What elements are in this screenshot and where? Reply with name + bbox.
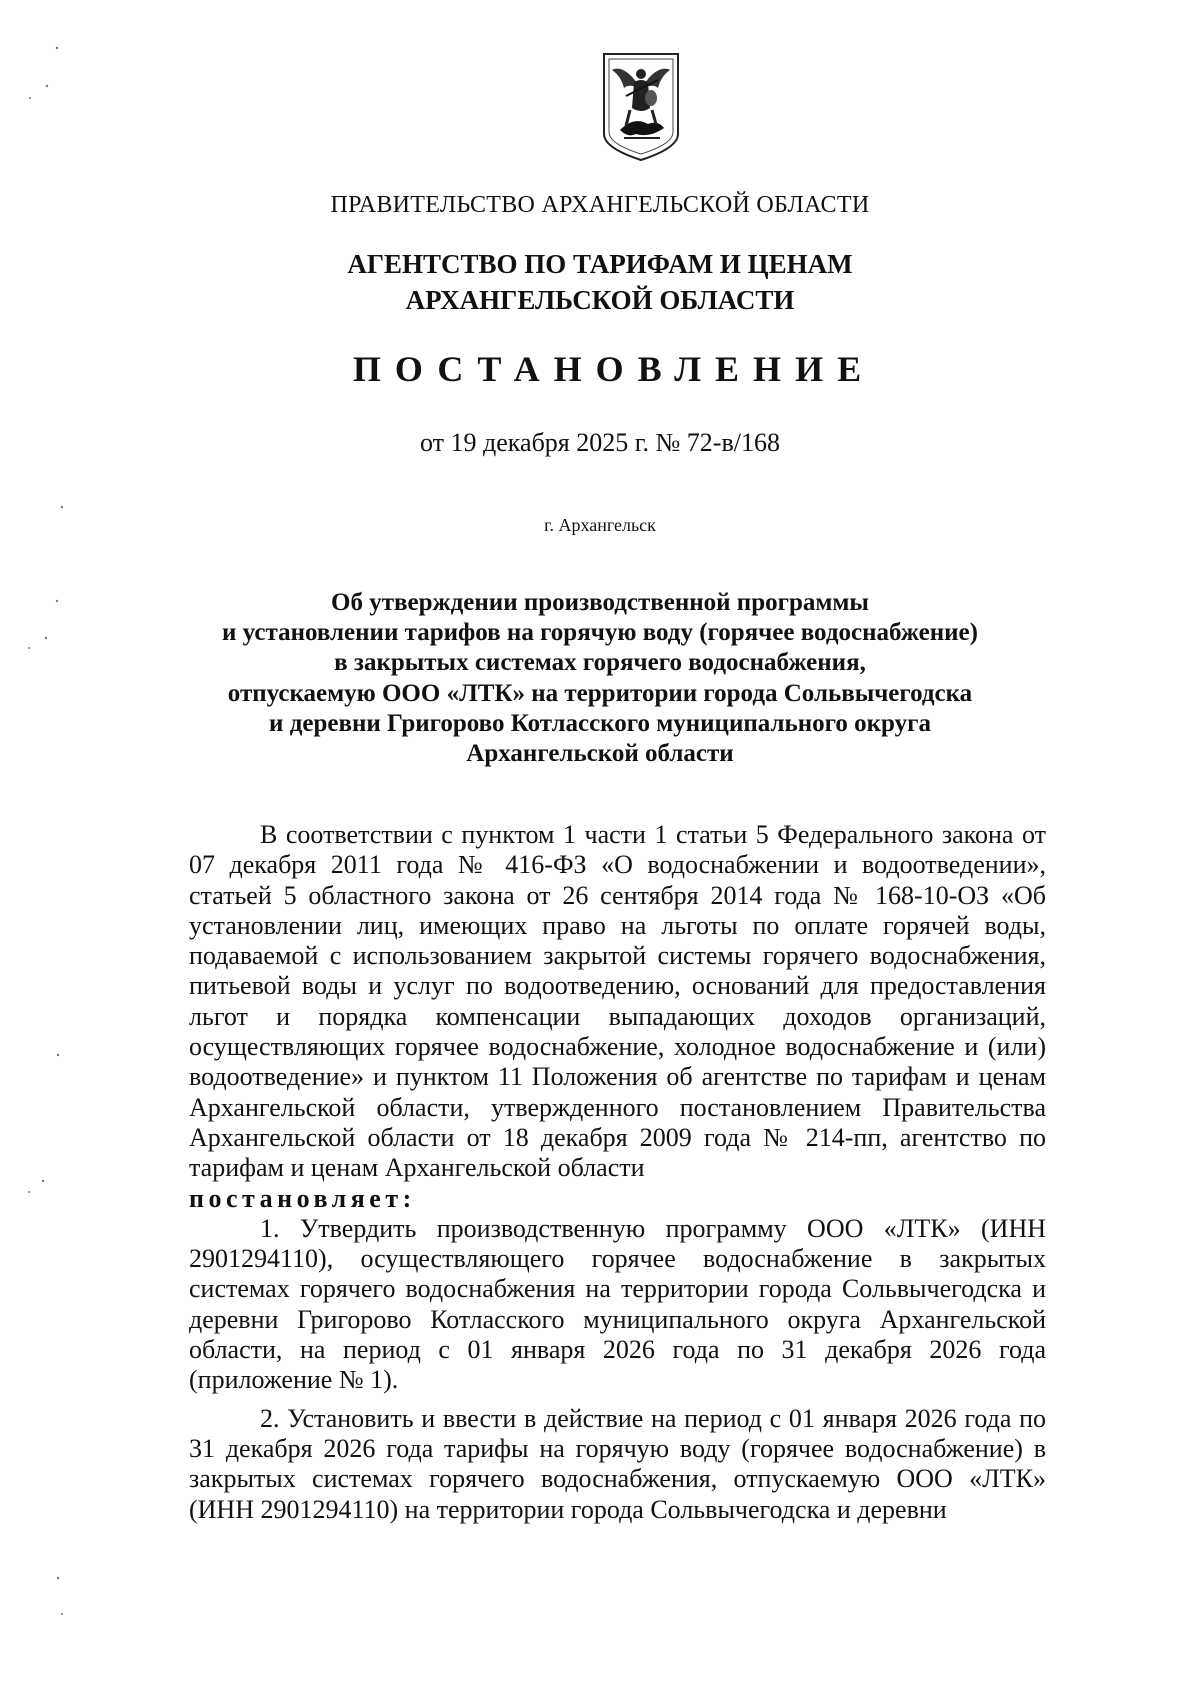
document-subject xyxy=(0,588,1200,769)
document-type: ПОСТАНОВЛЕНИЕ xyxy=(352,349,876,389)
document-city: г. Архангельск xyxy=(544,515,656,535)
subject-line: и деревни Григорово Котласского муниципального округа xyxy=(269,709,931,737)
agency-name-line-2: АРХАНГЕЛЬСКОЙ ОБЛАСТИ xyxy=(405,285,795,315)
government-name: ПРАВИТЕЛЬСТВО АРХАНГЕЛЬСКОЙ ОБЛАСТИ xyxy=(330,192,870,218)
subject-line: отпускаемую ООО «ЛТК» на территории города Сольвычегодска xyxy=(227,679,973,707)
subject-line: Архангельской области xyxy=(466,740,734,768)
coat-of-arms-icon xyxy=(600,50,682,162)
agency-name xyxy=(0,246,1200,318)
subject-line: Об утверждении производственной программы xyxy=(331,589,869,616)
resolution-item-2: 2. Установить и ввести в действие на период с 01 января 2026 года по 31 декабря 2026 года тарифы на горячую воду (горячее водоснабжение) в закрытых системах горячего водоснабжения, отпускаемую ООО «ЛТК» (ИНН 2901294110) на территории города Сольвычегодска и деревни xyxy=(189,1403,1046,1524)
resolves-word: постановляет: xyxy=(189,1183,416,1213)
preamble-paragraph: В соответствии с пунктом 1 части 1 статьи 5 Федерального закона от 07 декабря 2011 года № 416-ФЗ «О водоснабжении и водоотведении», статьей 5 областного закона от 26 сентября 2014 года № 168-10-ОЗ «Об установлении лиц, имеющих право на льготы по оплате горячей воды, подаваемой с использованием закрытой системы горячего водоснабжения, питьевой воды и услуг по водоотведению, оснований для предоставления льгот и порядка компенсации выпадающих доходов организаций, осуществляющих горячее водоснабжение, холодное водоснабжение и (или) водоотведение» и пунктом 11 Положения об агентстве по тарифам и ценам Архангельской области, утвержденного постановлением Правительства Архангельской области от 18 декабря 2009 года № 214-пп, агентство по тарифам и ценам Архангельской области xyxy=(189,820,1046,1183)
subject-line: и установлении тарифов на горячую воду (горячее водоснабжение) xyxy=(222,619,978,647)
subject-line: в закрытых системах горячего водоснабжения, xyxy=(334,649,866,677)
document-date-number: от 19 декабря 2025 г. № 72-в/168 xyxy=(420,428,780,457)
document-body xyxy=(189,820,1046,1525)
resolution-item-1: 1. Утвердить производственную программу ООО «ЛТК» (ИНН 2901294110), осуществляющего горячее водоснабжение в закрытых системах горячего водоснабжения на территории города Сольвычегодска и деревни Григорово Котласского муниципального округа Архангельской области, на период с 01 января 2026 года по 31 декабря 2026 года (приложение № 1). xyxy=(189,1213,1046,1395)
agency-name-line-1: АГЕНТСТВО ПО ТАРИФАМ И ЦЕНАМ xyxy=(347,249,853,279)
